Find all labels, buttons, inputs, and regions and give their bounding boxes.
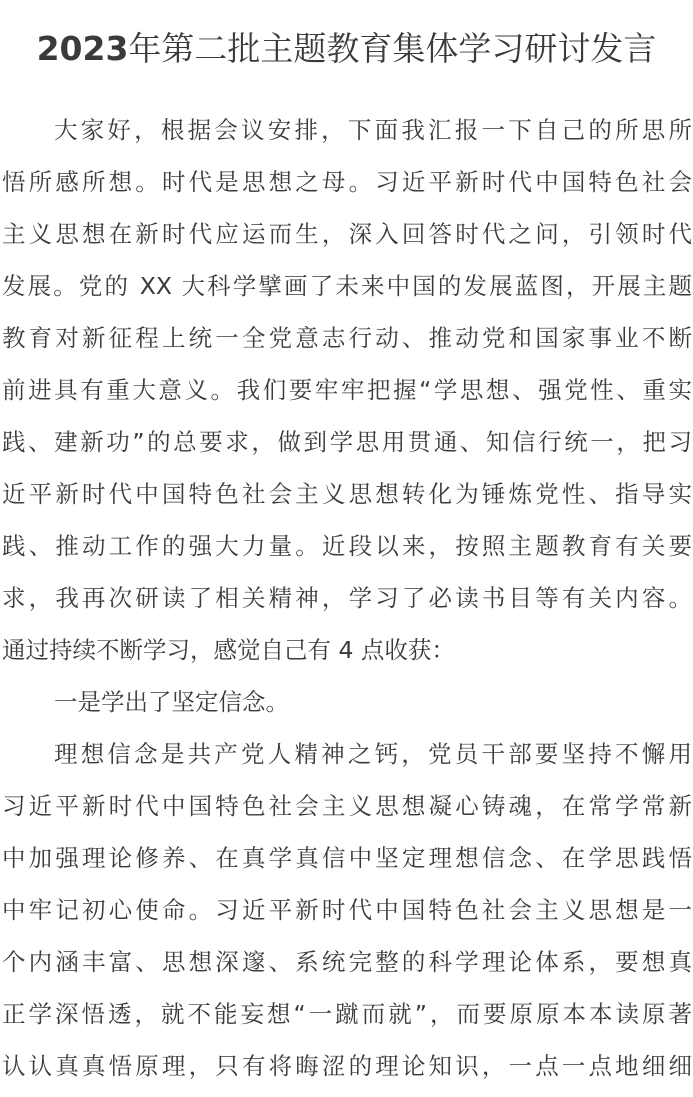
text-line: 前进具有重大意义。我们要牢牢把握“学思想、强党性、重实: [2, 376, 692, 404]
text-line: 正学深悟透，就不能妄想“一蹴而就”，而要原原本本读原著: [2, 1000, 692, 1028]
text-line: 发展。党的 XX 大科学擘画了未来中国的发展蓝图，开展主题: [2, 272, 692, 300]
text-line: 悟所感所想。时代是思想之母。习近平新时代中国特色社会: [2, 168, 692, 196]
text-line: 中牢记初心使命。习近平新时代中国特色社会主义思想是一: [2, 896, 692, 924]
text-line: 教育对新征程上统一全党意志行动、推动党和国家事业不断: [2, 324, 692, 352]
text-line: 通过持续不断学习，感觉自己有 4 点收获：: [2, 636, 455, 664]
title-text: 年第二批主题教育集体学习研讨发言: [128, 29, 657, 68]
text-line: 理想信念是共产党人精神之钙，党员干部要坚持不懈用: [54, 740, 692, 768]
text-line: 主义思想在新时代应运而生，深入回答时代之问，引领时代: [2, 220, 692, 248]
document-body: [2, 104, 692, 1092]
text-line: 践、推动工作的强大力量。近段以来，按照主题教育有关要: [2, 532, 692, 560]
title-year: 2023: [36, 29, 129, 68]
text-line: 大家好，根据会议安排，下面我汇报一下自己的所思所: [54, 116, 692, 144]
document-title: [0, 24, 693, 74]
text-line: 近平新时代中国特色社会主义思想转化为锤炼党性、指导实: [2, 480, 692, 508]
text-line: 认认真真悟原理，只有将晦涩的理论知识，一点一点地细细: [2, 1052, 692, 1080]
text-line: 中加强理论修养、在真学真信中坚定理想信念、在学思践悟: [2, 844, 692, 872]
text-line: 践、建新功”的总要求，做到学思用贯通、知信行统一，把习: [2, 428, 692, 456]
text-line: 一是学出了坚定信念。: [54, 688, 289, 716]
text-line: 求，我再次研读了相关精神，学习了必读书目等有关内容。: [2, 584, 692, 612]
text-line: 习近平新时代中国特色社会主义思想凝心铸魂，在常学常新: [2, 792, 692, 820]
text-line: 个内涵丰富、思想深邃、系统完整的科学理论体系，要想真: [2, 948, 692, 976]
